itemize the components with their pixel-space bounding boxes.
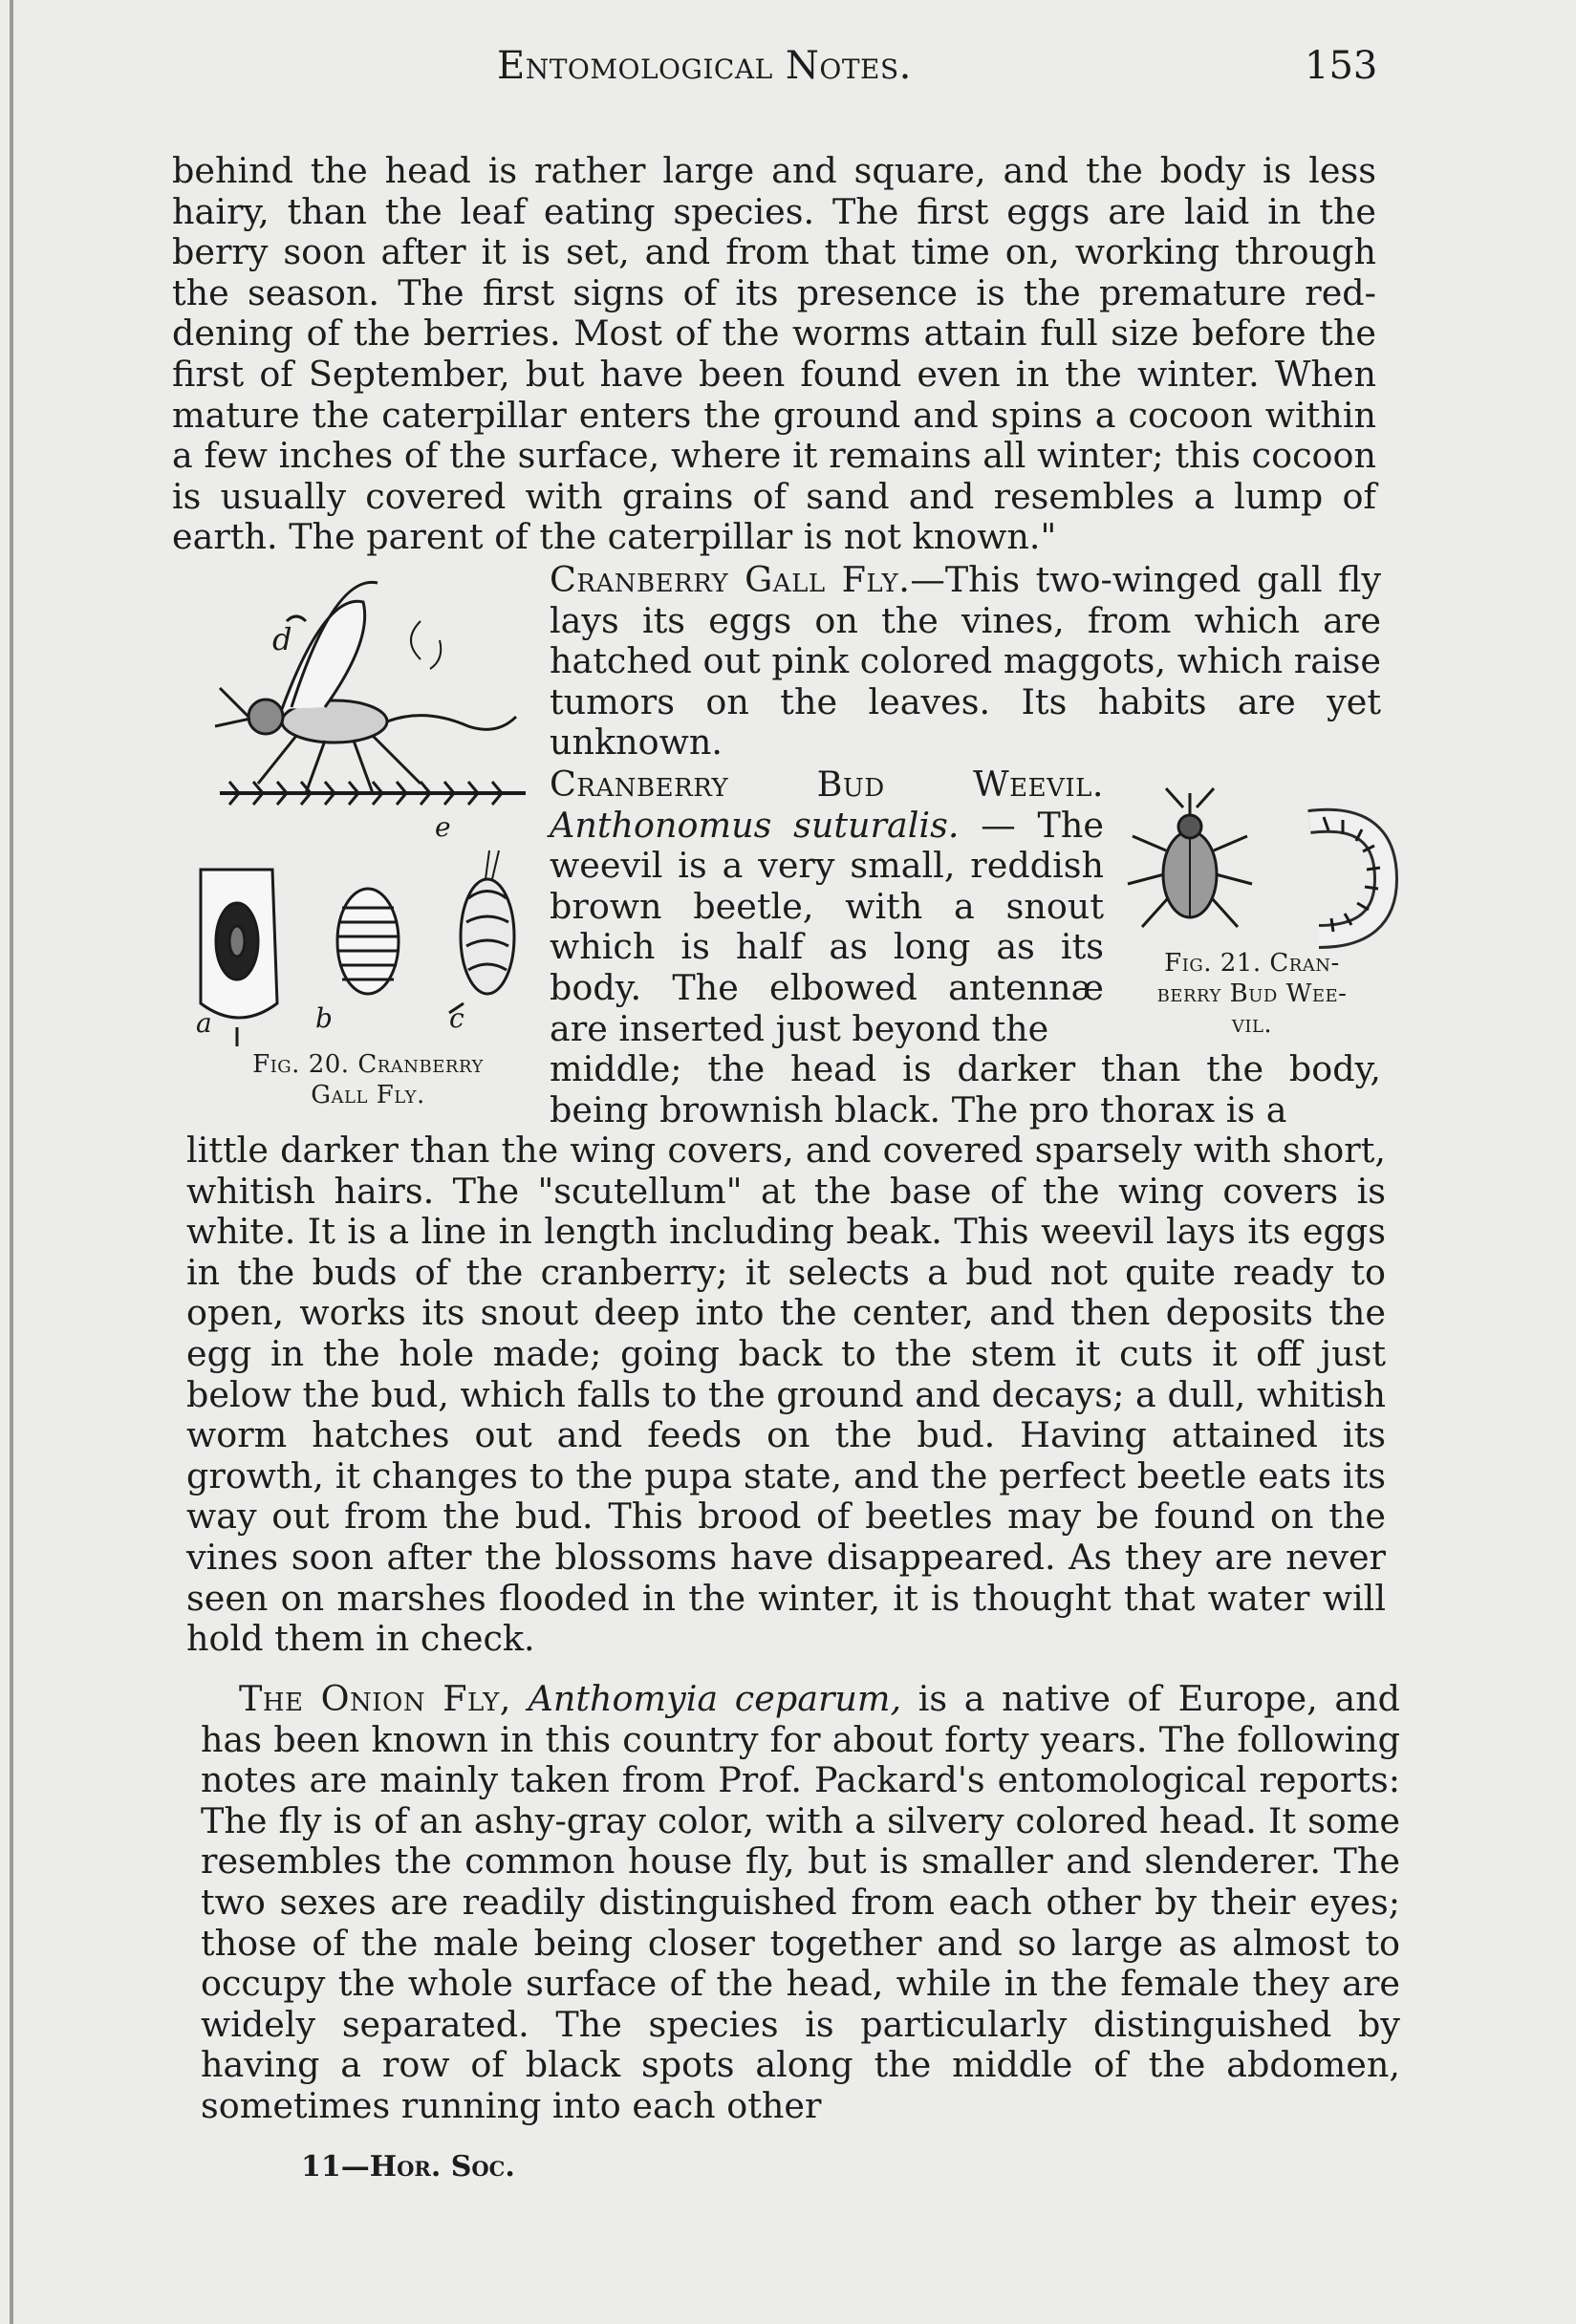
gall-fly-text: —This two-winged gall fly lays its eggs on the vines, from which are hatched out pink colored maggots, which raise tumors on the leaves. Its habits are yet unknown.: [550, 559, 1381, 764]
paragraph-bud-weevil-full: little darker than the wing covers, and covered sparsely with short, whitish hairs. The "scutellum" at the base of the wing covers is white. It is a line in length including beak. This weevil lays its eggs in the buds of the cranberry; it selects a bud not quite ready to open, works its snout deep into the center, and then deposits the egg in the hole made; going back to the stem it cuts it off just below the bud, which falls to the ground and decays; a dull, whitish worm hatches out and feeds on the bud. Having attained its growth, it changes to the pupa state, and the perfect beetle eats its way out from the bud. This brood of beetles may be found on the vines soon after the blossoms have disappeared. As they are never seen on marshes flooded in the winter, it is thought that water will hold them in check.: [186, 1130, 1386, 1660]
figure-21-caption: [1109, 948, 1395, 1040]
running-title: Entomological Notes.: [497, 44, 912, 88]
paragraph-bud-weevil-mid: middle; the head is darker than the body, being brownish black. The pro thorax is a: [550, 1048, 1381, 1130]
bud-weevil-heading: Cranberry Bud Weevil.: [550, 764, 1104, 805]
bud-weevil-species: Anthonomus suturalis.: [550, 804, 960, 846]
figure-20-caption-line1: Fig. 20. Cranberry: [252, 1050, 484, 1079]
onion-fly-species: Anthomyia ceparum,: [528, 1678, 902, 1719]
figure-label-b: b: [315, 1002, 333, 1034]
page-number: 153: [1305, 44, 1378, 88]
paragraph-onion-fly: [201, 1679, 1400, 2127]
figure-21-caption-line1: Fig. 21. Cran-: [1164, 949, 1340, 978]
gall-fly-heading: Cranberry Gall Fly.: [550, 559, 911, 600]
figure-21-caption-line3: vil.: [1231, 1010, 1273, 1039]
figure-21-caption-line2: berry Bud Wee-: [1156, 979, 1348, 1008]
figure-label-e: e: [435, 811, 451, 843]
paragraph-bud-weevil-narrow: [550, 764, 1104, 1049]
signature-mark: 11—Hor. Soc.: [301, 2150, 515, 2184]
figure-20-caption: [177, 1049, 559, 1110]
figure-20-gall-fly-illustration: [182, 564, 545, 1061]
figure-21-bud-weevil-illustration: [1118, 784, 1395, 946]
onion-fly-heading: The Onion Fly,: [239, 1678, 511, 1719]
figure-label-d: d: [272, 621, 292, 657]
figure-20-caption-line2: Gall Fly.: [311, 1081, 425, 1109]
paragraph-gall-fly: [550, 560, 1381, 764]
bud-weevil-text1: — The weevil is a very small, reddish brown beetle, with a snout which is half as long as its body. The elbowed antennæ are inserted just beyond the: [550, 804, 1104, 1049]
onion-fly-text: is a native of Europe, and has been known in this country for about forty years. The following notes are mainly taken from Prof. Packard's entomological reports: The fly is of an ashy-gray color, with a silvery colored head. It some resembles the common house fly, but is smaller and slenderer. The two sexes are readily distinguished from each other by their eyes; those of the male being closer together and so large as almost to occupy the whole surface of the head, while in the female they are widely separated. The species is particularly distinguished by having a row of black spots along the middle of the abdomen, sometimes running into each other: [201, 1678, 1400, 2126]
figure-label-c: c: [449, 1002, 464, 1034]
figure-label-a: a: [196, 1007, 212, 1039]
paragraph-caterpillar: behind the head is rather large and square, and the body is less hairy, than the leaf eating species. The first eggs are laid in the berry soon after it is set, and from that time on, working through the season. The first signs of its presence is the premature reddening of the berries. Most of the worms attain full size before the first of September, but have been found even in the winter. When mature the caterpillar enters the ground and spins a cocoon within a few inches of the surface, where it remains all winter; this cocoon is usually covered with grains of sand and resembles a lump of earth. The parent of the caterpillar is not known.": [172, 150, 1376, 558]
